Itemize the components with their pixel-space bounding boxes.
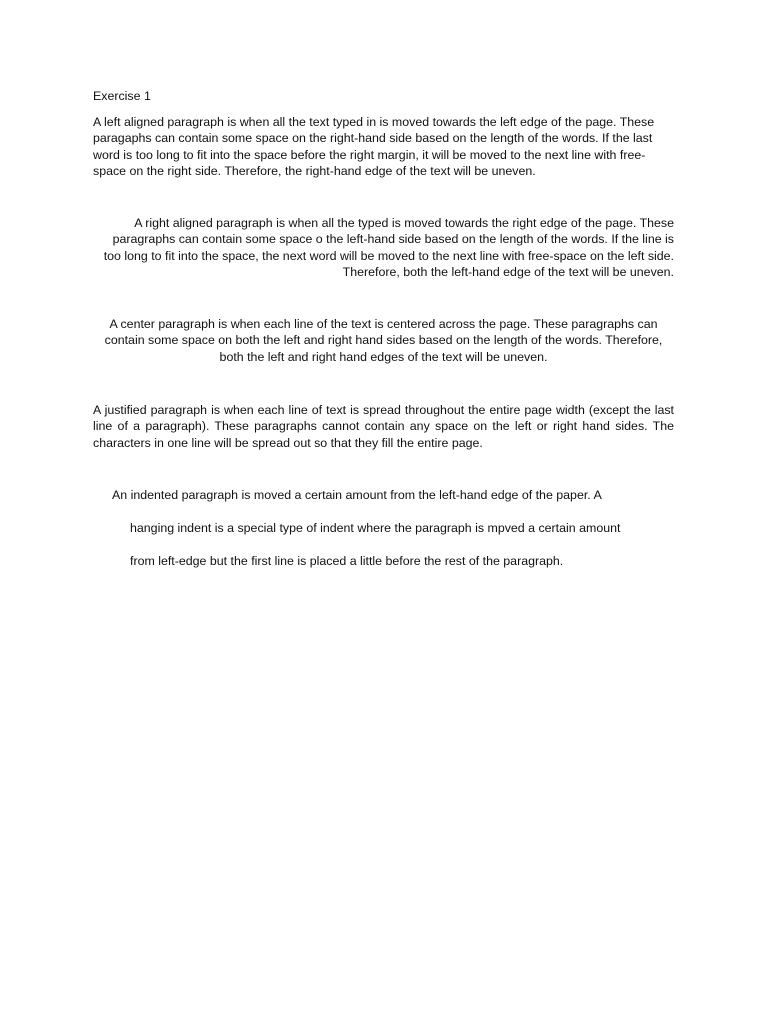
exercise-heading: Exercise 1 [93,89,151,103]
justified-paragraph: A justified paragraph is when each line of text is spread throughout the entire page width (except the last line of a paragraph). These paragraphs cannot contain any space on the left or right hand sides. The characters in one line will be spread out so that they fill the entire page. [93,403,674,450]
indented-paragraph-line: hanging indent is a special type of indent where the paragraph is mpved a certain amount [130,521,621,535]
centered-paragraph: A center paragraph is when each line of the text is centered across the page. These paragraphs can contain some space on both the left and right hand sides based on the length of the words. Therefore, both the left and right hand edges of the text will be uneven. [104,317,663,364]
indented-paragraph-line: An indented paragraph is moved a certain amount from the left-hand edge of the paper. A [112,488,602,502]
right-aligned-paragraph: A right aligned paragraph is when all the typed is moved towards the right edge of the page. These paragraphs can contain some space o the left-hand side based on the length of the words. If the line is too long to fit into the space, the next word will be moved to the next line with free-space on the left side. Therefore, both the left-hand edge of the text will be uneven. [103,216,674,280]
left-aligned-paragraph: A left aligned paragraph is when all the text typed in is moved towards the left edge of the page. These paragaphs can contain some space on the right-hand side based on the length of the words. If the last word is too long to fit into the space before the right margin, it will be moved to the next line with free-space on the right side. Therefore, the right-hand edge of the text will be uneven. [93,115,655,179]
indented-paragraph-line: from left-edge but the first line is placed a little before the rest of the paragraph. [130,554,564,568]
